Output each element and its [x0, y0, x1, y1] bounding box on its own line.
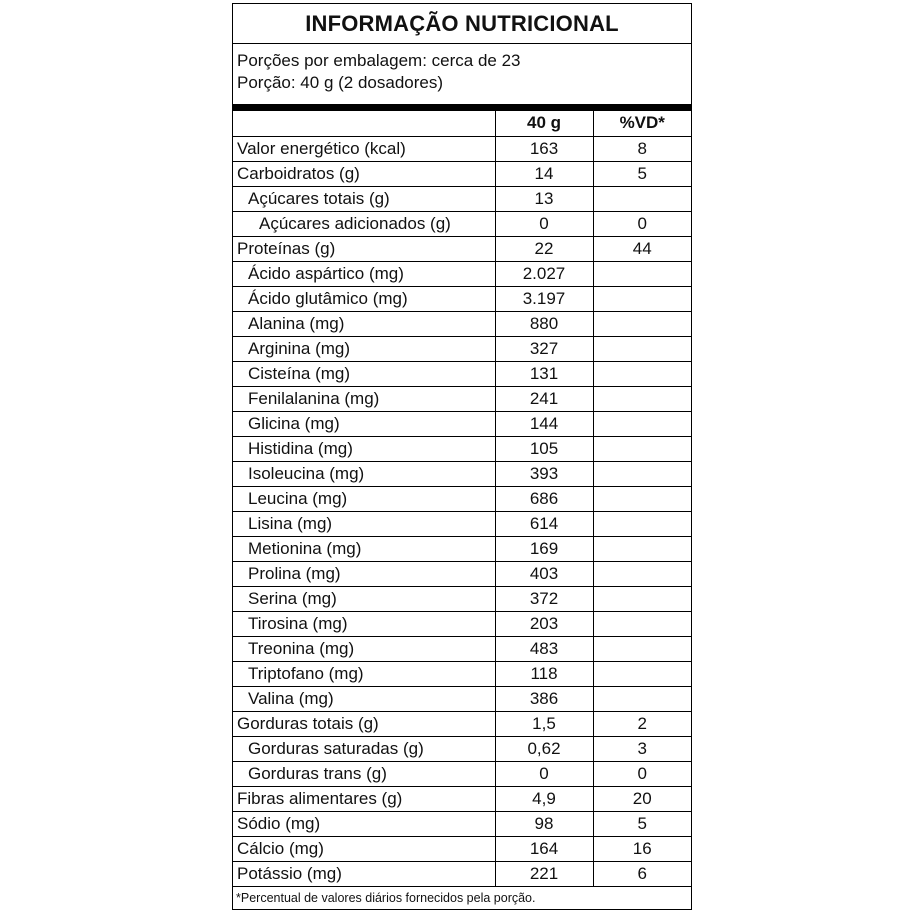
- table-row: [233, 736, 691, 761]
- table-row: [233, 436, 691, 461]
- nutrient-daily-value: [593, 386, 691, 411]
- serving-info: [233, 44, 691, 104]
- nutrient-name: Ácido glutâmico (mg): [233, 286, 495, 311]
- nutrient-name: Gorduras totais (g): [233, 711, 495, 736]
- table-row: [233, 211, 691, 236]
- table-row: [233, 636, 691, 661]
- table-row: [233, 861, 691, 886]
- table-row: [233, 361, 691, 386]
- nutrient-name: Prolina (mg): [233, 561, 495, 586]
- nutrient-daily-value: 5: [593, 811, 691, 836]
- nutrient-daily-value: [593, 586, 691, 611]
- nutrient-daily-value: [593, 511, 691, 536]
- nutrient-daily-value: [593, 611, 691, 636]
- nutrient-amount: 203: [495, 611, 593, 636]
- table-row: [233, 586, 691, 611]
- nutrient-amount: 386: [495, 686, 593, 711]
- nutrient-amount: 241: [495, 386, 593, 411]
- nutrient-daily-value: 20: [593, 786, 691, 811]
- nutrient-daily-value: [593, 461, 691, 486]
- table-row: [233, 686, 691, 711]
- nutrient-daily-value: [593, 361, 691, 386]
- nutrient-amount: 131: [495, 361, 593, 386]
- nutrient-daily-value: [593, 411, 691, 436]
- nutrition-table: [233, 111, 691, 887]
- nutrient-daily-value: 0: [593, 761, 691, 786]
- nutrient-amount: 0: [495, 761, 593, 786]
- nutrient-amount: 372: [495, 586, 593, 611]
- nutrient-amount: 0: [495, 211, 593, 236]
- nutrient-daily-value: [593, 436, 691, 461]
- nutrient-amount: 144: [495, 411, 593, 436]
- nutrient-amount: 14: [495, 161, 593, 186]
- table-row: [233, 261, 691, 286]
- nutrient-daily-value: [593, 286, 691, 311]
- table-row: [233, 411, 691, 436]
- table-row: [233, 136, 691, 161]
- table-row: [233, 461, 691, 486]
- table-row: [233, 661, 691, 686]
- label-title: INFORMAÇÃO NUTRICIONAL: [233, 4, 691, 44]
- nutrient-name: Açúcares adicionados (g): [233, 211, 495, 236]
- header-portion: 40 g: [495, 111, 593, 136]
- nutrient-name: Cálcio (mg): [233, 836, 495, 861]
- nutrient-name: Isoleucina (mg): [233, 461, 495, 486]
- portion-size: Porção: 40 g (2 dosadores): [237, 73, 444, 92]
- table-row: [233, 611, 691, 636]
- nutrient-amount: 163: [495, 136, 593, 161]
- nutrient-amount: 4,9: [495, 786, 593, 811]
- nutrient-daily-value: 2: [593, 711, 691, 736]
- nutrient-name: Fibras alimentares (g): [233, 786, 495, 811]
- nutrient-daily-value: [593, 311, 691, 336]
- nutrient-name: Açúcares totais (g): [233, 186, 495, 211]
- nutrient-amount: 98: [495, 811, 593, 836]
- nutrient-name: Proteínas (g): [233, 236, 495, 261]
- nutrient-amount: 3.197: [495, 286, 593, 311]
- nutrient-name: Glicina (mg): [233, 411, 495, 436]
- nutrient-name: Serina (mg): [233, 586, 495, 611]
- table-row: [233, 561, 691, 586]
- nutrient-daily-value: 16: [593, 836, 691, 861]
- nutrient-amount: 2.027: [495, 261, 593, 286]
- nutrient-name: Metionina (mg): [233, 536, 495, 561]
- nutrient-amount: 393: [495, 461, 593, 486]
- nutrient-name: Sódio (mg): [233, 811, 495, 836]
- servings-per-package: Porções por embalagem: cerca de 23: [237, 51, 521, 70]
- nutrient-daily-value: [593, 536, 691, 561]
- nutrient-name: Leucina (mg): [233, 486, 495, 511]
- nutrient-name: Arginina (mg): [233, 336, 495, 361]
- nutrient-name: Treonina (mg): [233, 636, 495, 661]
- nutrient-amount: 105: [495, 436, 593, 461]
- nutrient-name: Triptofano (mg): [233, 661, 495, 686]
- nutrient-name: Ácido aspártico (mg): [233, 261, 495, 286]
- nutrient-amount: 118: [495, 661, 593, 686]
- nutrient-daily-value: 44: [593, 236, 691, 261]
- nutrient-amount: 169: [495, 536, 593, 561]
- nutrient-name: Valina (mg): [233, 686, 495, 711]
- nutrient-daily-value: 8: [593, 136, 691, 161]
- nutrient-amount: 1,5: [495, 711, 593, 736]
- footnote: *Percentual de valores diários fornecidos pela porção.: [236, 890, 536, 905]
- nutrient-daily-value: [593, 261, 691, 286]
- nutrition-facts-label: [232, 3, 692, 910]
- nutrient-amount: 686: [495, 486, 593, 511]
- nutrient-daily-value: [593, 486, 691, 511]
- table-row: [233, 786, 691, 811]
- table-row: [233, 386, 691, 411]
- table-row: [233, 836, 691, 861]
- table-row: [233, 511, 691, 536]
- nutrient-amount: 221: [495, 861, 593, 886]
- table-row: [233, 336, 691, 361]
- nutrient-name: Alanina (mg): [233, 311, 495, 336]
- table-row: [233, 536, 691, 561]
- nutrient-daily-value: [593, 636, 691, 661]
- table-row: [233, 161, 691, 186]
- table-row: [233, 711, 691, 736]
- table-header-row: [233, 111, 691, 136]
- table-row: [233, 186, 691, 211]
- nutrient-name: Potássio (mg): [233, 861, 495, 886]
- nutrient-daily-value: 5: [593, 161, 691, 186]
- nutrient-name: Lisina (mg): [233, 511, 495, 536]
- table-row: [233, 811, 691, 836]
- nutrient-daily-value: 0: [593, 211, 691, 236]
- nutrient-daily-value: [593, 661, 691, 686]
- thick-divider: [233, 104, 691, 111]
- table-row: [233, 761, 691, 786]
- nutrient-amount: 403: [495, 561, 593, 586]
- nutrient-name: Gorduras saturadas (g): [233, 736, 495, 761]
- nutrient-daily-value: [593, 561, 691, 586]
- nutrient-amount: 164: [495, 836, 593, 861]
- table-row: [233, 486, 691, 511]
- nutrient-amount: 614: [495, 511, 593, 536]
- nutrient-daily-value: 6: [593, 861, 691, 886]
- nutrient-name: Gorduras trans (g): [233, 761, 495, 786]
- nutrient-amount: 483: [495, 636, 593, 661]
- nutrient-daily-value: [593, 186, 691, 211]
- nutrient-name: Fenilalanina (mg): [233, 386, 495, 411]
- nutrient-amount: 327: [495, 336, 593, 361]
- nutrient-daily-value: [593, 686, 691, 711]
- nutrient-rows: [233, 136, 691, 886]
- table-row: [233, 236, 691, 261]
- nutrient-name: Carboidratos (g): [233, 161, 495, 186]
- nutrient-amount: 880: [495, 311, 593, 336]
- header-daily-value: %VD*: [593, 111, 691, 136]
- nutrient-amount: 13: [495, 186, 593, 211]
- nutrient-name: Valor energético (kcal): [233, 136, 495, 161]
- table-row: [233, 311, 691, 336]
- nutrient-daily-value: 3: [593, 736, 691, 761]
- nutrient-amount: 0,62: [495, 736, 593, 761]
- nutrient-name: Tirosina (mg): [233, 611, 495, 636]
- nutrient-name: Histidina (mg): [233, 436, 495, 461]
- nutrient-name: Cisteína (mg): [233, 361, 495, 386]
- header-nutrient: [233, 111, 495, 136]
- nutrient-amount: 22: [495, 236, 593, 261]
- table-row: [233, 286, 691, 311]
- nutrient-daily-value: [593, 336, 691, 361]
